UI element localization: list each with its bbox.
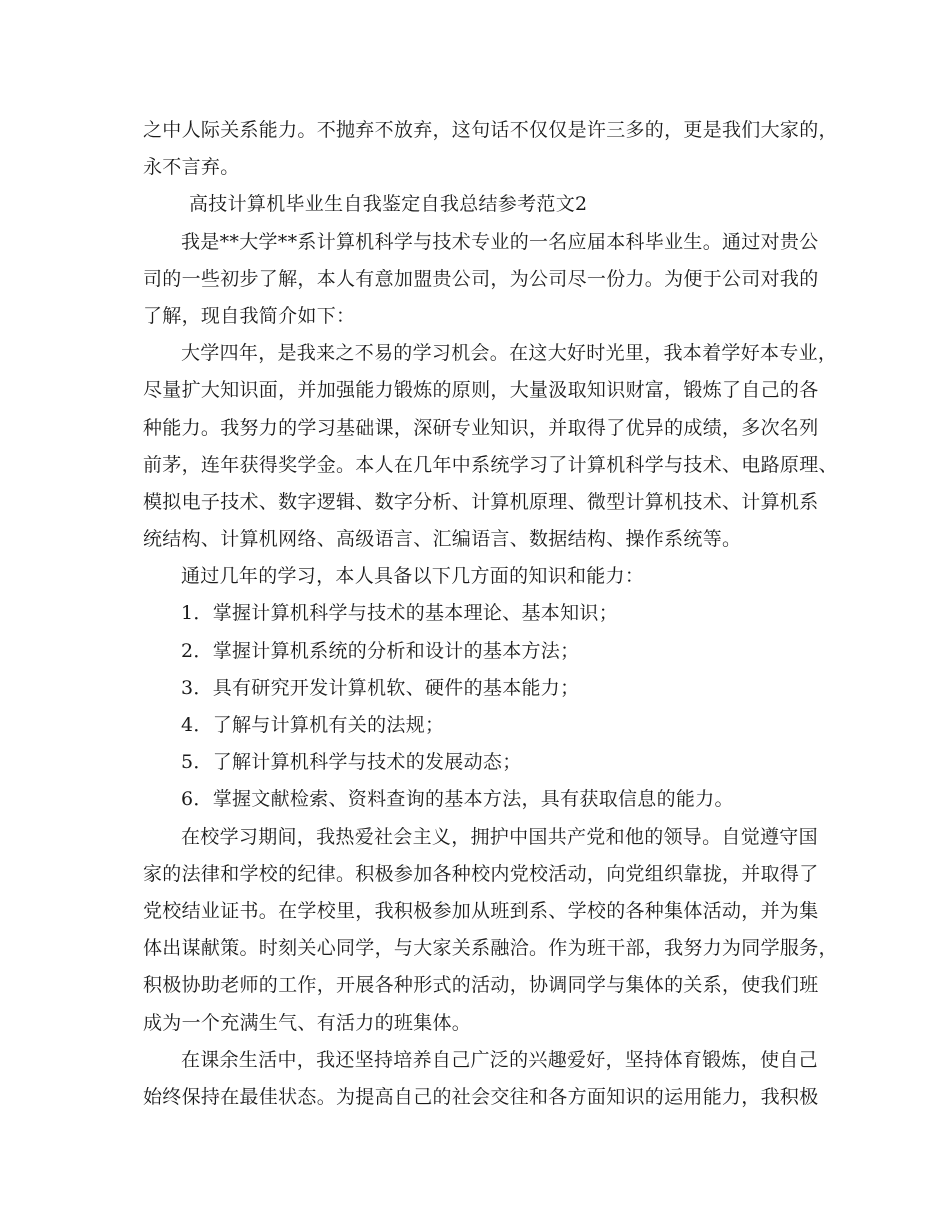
text-line: 党校结业证书。在学校里，我积极参加从班到系、学校的各种集体活动，并为集 (143, 899, 819, 922)
document-body (143, 112, 838, 1116)
text-line: 在课余生活中，我还坚持培养自己广泛的兴趣爱好，坚持体育锻炼，使自己 (181, 1048, 818, 1071)
text-line: 之中人际关系能力。不抛弃不放弃，这句话不仅仅是许三多的，更是我们大家的， (143, 119, 838, 141)
text-line: 6．掌握文献检索、资料查询的基本方法，具有获取信息的能力。 (181, 788, 734, 811)
text-line: 前茅，连年获得奖学金。本人在几年中系统学习了计算机科学与技术、电路原理、 (143, 453, 838, 476)
text-line: 大学四年，是我来之不易的学习机会。在这大好时光里，我本着学好本专业， (181, 342, 838, 365)
text-line: 始终保持在最佳状态。为提高自己的社会交往和各方面知识的运用能力，我积极 (143, 1085, 819, 1108)
text-line: 积极协助老师的工作，开展各种形式的活动，协调同学与集体的关系，使我们班 (143, 974, 819, 997)
text-line: 通过几年的学习，本人具备以下几方面的知识和能力： (181, 565, 645, 588)
text-line: 我是**大学**系计算机科学与技术专业的一名应届本科毕业生。通过对贵公 (181, 230, 819, 253)
text-line: 了解，现自我简介如下： (143, 304, 356, 327)
text-line: 5．了解计算机科学与技术的发展动态； (181, 751, 522, 774)
text-line: 司的一些初步了解，本人有意加盟贵公司，为公司尽一份力。为便于公司对我的 (143, 267, 819, 290)
text-line: 家的法律和学校的纪律。积极参加各种校内党校活动，向党组织靠拢，并取得了 (143, 862, 819, 885)
text-line: 4．了解与计算机有关的法规； (181, 714, 445, 736)
text-line: 体出谋献策。时刻关心同学，与大家关系融洽。作为班干部，我努力为同学服务， (143, 937, 838, 960)
text-line: 模拟电子技术、数字逻辑、数字分析、计算机原理、微型计算机技术、计算机系 (143, 490, 819, 513)
text-line: 种能力。我努力的学习基础课，深研专业知识，并取得了优异的成绩，多次名列 (143, 416, 819, 439)
text-line: 尽量扩大知识面，并加强能力锻炼的原则，大量汲取知识财富，锻炼了自己的各 (143, 379, 819, 402)
section-title: 高技计算机毕业生自我鉴定自我总结参考范文2 (189, 193, 588, 216)
text-line: 永不言弃。 (143, 156, 240, 179)
text-line: 1．掌握计算机科学与技术的基本理论、基本知识； (181, 602, 618, 625)
text-line: 3．具有研究开发计算机软、硬件的基本能力； (181, 676, 580, 699)
text-line: 在校学习期间，我热爱社会主义，拥护中国共产党和他的领导。自觉遵守国 (181, 825, 818, 848)
text-line: 统结构、计算机网络、高级语言、汇编语言、数据结构、操作系统等。 (143, 528, 742, 551)
text-line: 2．掌握计算机系统的分析和设计的基本方法； (181, 639, 580, 662)
text-line: 成为一个充满生气、有活力的班集体。 (143, 1011, 472, 1034)
